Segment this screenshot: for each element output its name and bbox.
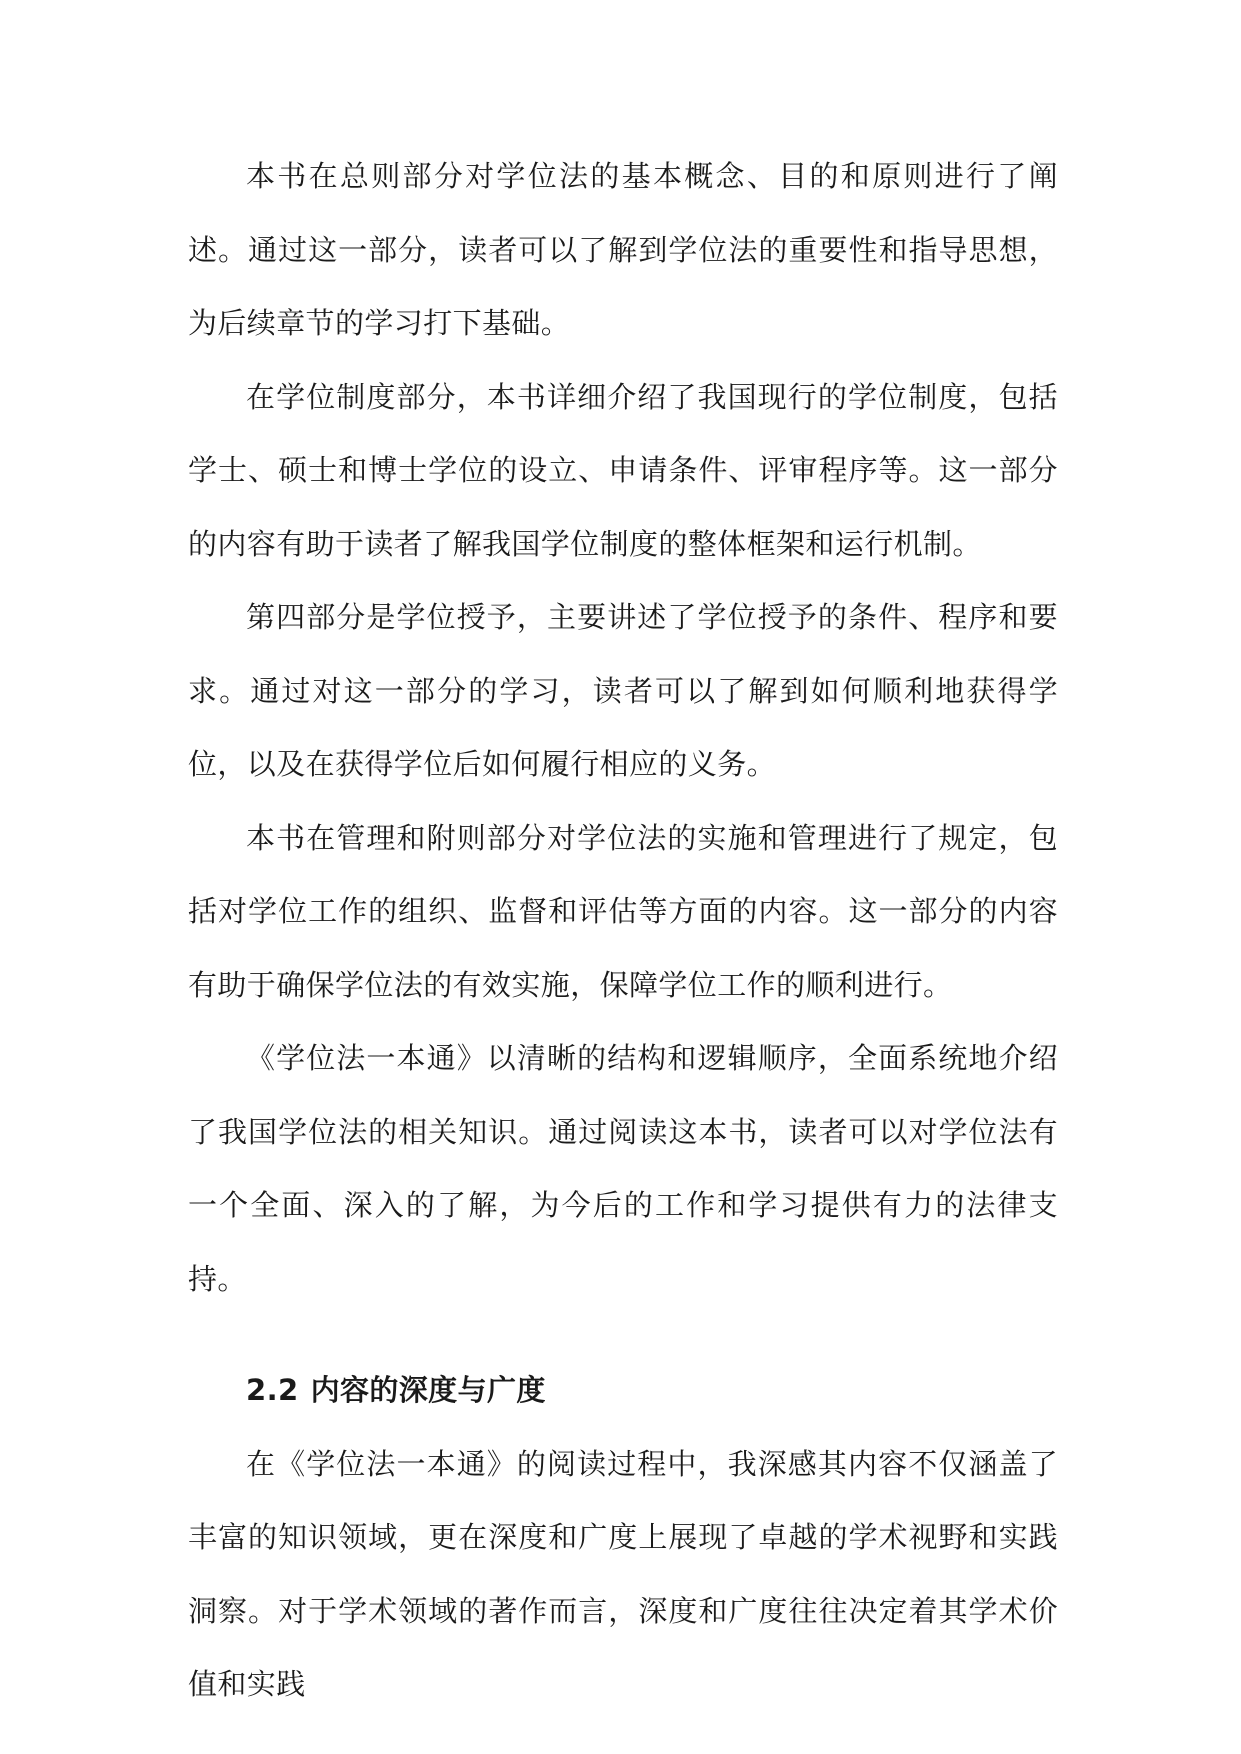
section-heading (188, 1354, 1058, 1428)
document-page (188, 140, 1058, 1722)
paragraph-degree-system: 在学位制度部分，本书详细介绍了我国现行的学位制度，包括学士、硕士和博士学位的设立、申请条件、评审程序等。这一部分的内容有助于读者了解我国学位制度的整体框架和运行机制。 (188, 379, 1058, 561)
paragraph-summary: 《学位法一本通》以清晰的结构和逻辑顺序，全面系统地介绍了我国学位法的相关知识。通过阅读这本书，读者可以对学位法有一个全面、深入的了解，为今后的工作和学习提供有力的法律支持。 (188, 1041, 1058, 1296)
paragraph-degree-conferral: 第四部分是学位授予，主要讲述了学位授予的条件、程序和要求。通过对这一部分的学习，读者可以了解到如何顺利地获得学位，以及在获得学位后如何履行相应的义务。 (188, 600, 1058, 781)
section-number: 2.2 (246, 1373, 299, 1407)
paragraph-depth-breadth: 在《学位法一本通》的阅读过程中，我深感其内容不仅涵盖了丰富的知识领域，更在深度和广度上展现了卓越的学术视野和实践洞察。对于学术领域的著作而言，深度和广度往往决定着其学术价值和实践 (188, 1446, 1058, 1701)
paragraph-general-provisions: 本书在总则部分对学位法的基本概念、目的和原则进行了阐述。通过这一部分，读者可以了解到学位法的重要性和指导思想，为后续章节的学习打下基础。 (188, 159, 1058, 340)
paragraph-management: 本书在管理和附则部分对学位法的实施和管理进行了规定，包括对学位工作的组织、监督和评估等方面的内容。这一部分的内容有助于确保学位法的有效实施，保障学位工作的顺利进行。 (188, 820, 1058, 1002)
section-title: 内容的深度与广度 (310, 1373, 546, 1407)
